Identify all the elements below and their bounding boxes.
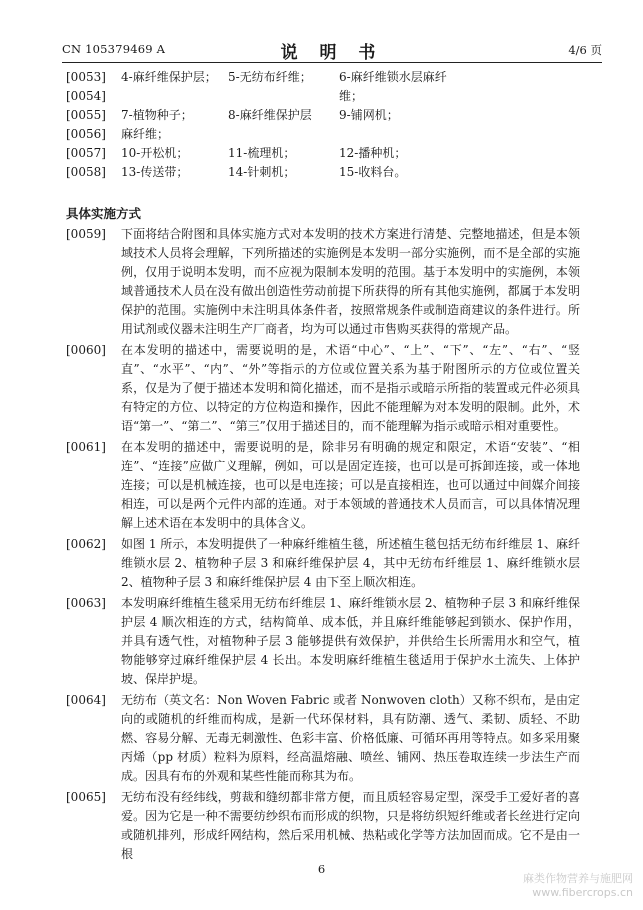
part-label: 11-梳理机； <box>228 146 296 160</box>
paragraph-text: 无纺布没有经纬线，剪裁和缝纫都非常方便，而且质轻容易定型，深受手工爱好者的喜爱。因为它是一种不需要纺纱织布而形成的织物，只是将纺织短纤维或者长丝进行定向或随机排列，形成纤网结构，然后采用机械、热粘或化学等方法加固而成。它不是由一根 <box>121 790 580 861</box>
page-header <box>62 38 602 63</box>
part-label: 7-植物种子； <box>121 108 193 122</box>
header-rule <box>62 62 602 63</box>
paragraph <box>66 535 580 592</box>
parts-row <box>66 125 596 144</box>
part-label: 14-针刺机； <box>228 165 296 179</box>
paragraph-number: [0065] <box>66 790 106 804</box>
part-label: 13-传送带； <box>121 165 189 179</box>
paragraph-number: [0053] <box>66 70 106 84</box>
watermark-url: www.fibercrops.cn <box>532 886 633 899</box>
paragraph-text: 无纺布（英文名：Non Woven Fabric 或者 Nonwoven cloth）又称不织布，是由定向的或随机的纤维而构成，是新一代环保材料，具有防潮、透气、柔韧、质轻、不助燃、容易分解、无毒无刺激性、色彩丰富、价格低廉、可循环再用等特点。如多采用聚丙烯（pp 材质）粒料为原料，经高温熔融、喷丝、铺网、热压卷取连续一步法生产而成。因具有布的外观和某些性能而称其为布。 <box>121 693 580 783</box>
paragraph-number: [0060] <box>66 343 106 357</box>
part-label: 5-无纺布纤维； <box>228 70 312 84</box>
paragraph-text: 在本发明的描述中，需要说明的是，除非另有明确的规定和限定，术语“安装”、“相连”、“连接”应做广义理解，例如，可以是固定连接，也可以是可拆卸连接，或一体地连接；可以是机械连接，也可以是电连接；可以是直接相连，也可以通过中间媒介间接相连，可以是两个元件内部的连通。对于本领域的普通技术人员而言，可以具体情况理解上述术语在本发明中的具体含义。 <box>121 440 580 530</box>
part-label: 6-麻纤维锁水层麻纤维； <box>339 70 447 103</box>
description-body <box>66 225 580 866</box>
paragraph <box>66 594 580 689</box>
part-label: 4-麻纤维保护层； <box>121 70 217 84</box>
part-label: 8-麻纤维保护层 <box>228 108 312 122</box>
paragraph-number: [0057] <box>66 146 106 160</box>
paragraph-number: [0061] <box>66 440 106 454</box>
paragraph <box>66 438 580 533</box>
paragraph-text: 本发明麻纤维植生毯采用无纺布纤维层 1、麻纤维锁水层 2、植物种子层 3 和麻纤维保护层 4 顺次相连的方式，结构简单、成本低，并且麻纤维能够起到锁水、保护作用，并具有透气性，对植物种子层 3 能够提供有效保护，并供给生长所需用水和空气，植物能够穿过麻纤维保护层 4 长出。本发明麻纤维植生毯适用于保护水土流失、上体护坡、保岸护堤。 <box>121 596 580 686</box>
part-label: 9-铺网机； <box>339 108 399 122</box>
paragraph-number: [0054] <box>66 89 106 103</box>
paragraph-number: [0062] <box>66 537 106 551</box>
paragraph <box>66 225 580 339</box>
page-number: 6 <box>317 862 326 876</box>
section-heading: 具体实施方式 <box>66 206 142 221</box>
paragraph-number: [0063] <box>66 596 106 610</box>
parts-row <box>66 106 596 125</box>
page-indicator: 4/6 页 <box>568 43 602 57</box>
part-label: 12-播种机； <box>339 146 407 160</box>
part-label: 10-开松机； <box>121 146 189 160</box>
part-label: 15-收料台。 <box>339 165 407 179</box>
paragraph <box>66 788 580 864</box>
paragraph-text: 在本发明的描述中，需要说明的是，术语“中心”、“上”、“下”、“左”、“右”、“竖直”、“水平”、“内”、“外”等指示的方位或位置关系为基于附图所示的方位或位置关系，仅是为了便于描述本发明和简化描述，而不是指示或暗示所指的装置或元件必须具有特定的方位、以特定的方位构造和操作，因此不能理解为对本发明的限制。此外，术语“第一”、“第二”、“第三”仅用于描述目的，而不能理解为指示或暗示相对重要性。 <box>121 343 580 433</box>
paragraph-number: [0064] <box>66 693 106 707</box>
paragraph-text: 下面将结合附图和具体实施方式对本发明的技术方案进行清楚、完整地描述，但是本领域技术人员将会理解，下列所描述的实施例是本发明一部分实施例，而不是全部的实施例，仅用于说明本发明，而不应视为限制本发明的范围。基于本发明中的实施例，本领域普通技术人员在没有做出创造性劳动前提下所获得的所有其他实施例，都属于本发明保护的范围。实施例中未注明具体条件者，按照常规条件或制造商建议的条件进行。所用试剂或仪器未注明生产厂商者，均为可以通过市售购买获得的常规产品。 <box>121 227 580 336</box>
paragraph-number: [0058] <box>66 165 106 179</box>
watermark <box>523 872 633 900</box>
parts-row <box>66 144 596 163</box>
publication-number: CN 105379469 A <box>62 42 166 56</box>
parts-row <box>66 68 596 106</box>
paragraph-text: 如图 1 所示，本发明提供了一种麻纤维植生毯，所述植生毯包括无纺布纤维层 1、麻纤维锁水层 2、植物种子层 3 和麻纤维保护层 4，其中无纺布纤维层 1、麻纤维锁水层 2、植物种子层 3 和麻纤维保护层 4 由下至上顺次相连。 <box>121 537 580 589</box>
document-title: 说 明 书 <box>280 43 384 63</box>
paragraph-number: [0059] <box>66 227 106 241</box>
watermark-title: 麻类作物营养与施肥网 <box>523 872 633 885</box>
paragraph <box>66 691 580 786</box>
paragraph-number: [0056] <box>66 127 106 141</box>
part-label: 麻纤维； <box>121 127 170 141</box>
parts-row <box>66 163 596 182</box>
parts-list <box>66 68 596 182</box>
paragraph-number: [0055] <box>66 108 106 122</box>
paragraph <box>66 341 580 436</box>
